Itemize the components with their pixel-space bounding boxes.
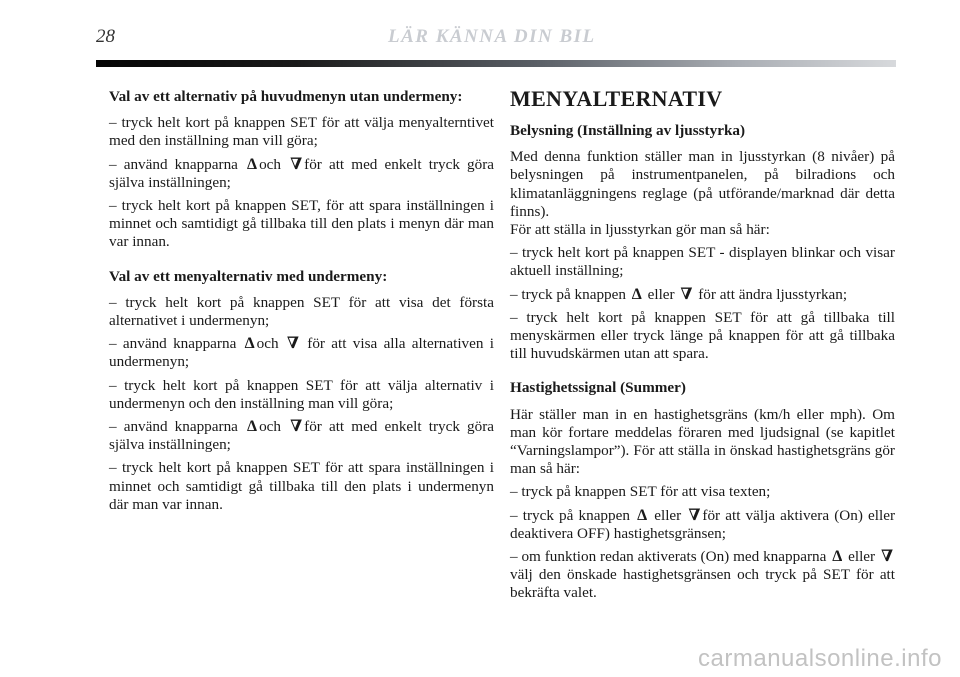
left-column [109, 88, 494, 519]
right-column [510, 86, 895, 608]
down-triangle-icon: ∇ [688, 506, 701, 524]
down-triangle-icon: ∇ [286, 335, 299, 353]
section-heading-no-submenu: Val av ett alternativ på huvudmenyn utan undermeny: [109, 88, 463, 105]
paragraph: – tryck på knappen SET för att visa texten; [510, 483, 771, 501]
paragraph: – använd knapparna Δ och ∇ för att visa alla alternativen i undermenyn; [109, 335, 495, 371]
paragraph: – använd knapparna Δ och ∇ för att med enkelt tryck göra själva inställningen; [109, 155, 495, 191]
down-triangle-icon: ∇ [680, 285, 693, 303]
paragraph: – tryck helt kort på knappen SET, för att spara inställningen i minnet och samtidigt gå tillbaka till den plats i menyn där man var innan. [109, 197, 494, 251]
up-triangle-icon: Δ [637, 506, 648, 524]
up-triangle-icon: Δ [832, 548, 843, 566]
up-triangle-icon: Δ [247, 418, 258, 436]
paragraph: – tryck helt kort på knappen SET för att gå tillbaka till menyskärmen eller tryck länge på knappen för att gå tillbaka till huvudskärmen utan att spara. [510, 308, 895, 363]
lighting-subheading: Belysning (Inställning av ljusstyrka) [510, 122, 746, 139]
paragraph: Med denna funktion ställer man in ljusstyrkan (8 nivåer) på belysningen på instrumentpanelen, på bilradions och klimatanläggningens reglage (på utförande/marknad där detta finns). [510, 148, 895, 220]
paragraph: – tryck helt kort på knappen SET för att visa det första alternativet i undermenyn; [109, 293, 494, 330]
up-triangle-icon: Δ [631, 285, 642, 303]
menu-alternatives-heading: MENYALTERNATIV [510, 86, 723, 111]
up-triangle-icon: Δ [247, 155, 258, 173]
paragraph: – tryck helt kort på knappen SET för att spara inställningen i minnet och samtidigt gå tillbaka till den plats i undermenyn där man var innan. [109, 459, 494, 513]
paragraph: – tryck helt kort på knappen SET för att välja alternativ i undermenyn och den inställning man vill göra; [109, 376, 494, 412]
watermark-text: carmanualsonline.info [698, 645, 942, 672]
section-heading-with-submenu: Val av ett menyalternativ med undermeny: [109, 267, 388, 285]
down-triangle-icon: ∇ [290, 418, 303, 436]
paragraph: För att ställa in ljusstyrkan gör man så här: [510, 221, 770, 239]
speed-signal-subheading: Hastighetssignal (Summer) [510, 379, 686, 397]
paragraph: – om funktion redan aktiverats (On) med knapparna Δ eller ∇ välj den önskade hastighetsgränsen och tryck på SET för att bekräfta valet. [510, 548, 895, 602]
header-rule [96, 60, 896, 67]
paragraph: – tryck på knappen Δ eller ∇ för att ändra ljusstyrkan; [510, 285, 848, 303]
paragraph: – tryck på knappen Δ eller ∇ för att välja aktivera (On) eller deaktivera OFF) hastighetsgränsen; [510, 506, 895, 542]
paragraph: – använd knapparna Δ och ∇ för att med enkelt tryck göra själva inställningen; [109, 418, 495, 454]
down-triangle-icon: ∇ [290, 155, 303, 173]
page-number: 28 [96, 26, 115, 47]
paragraph: – tryck helt kort på knappen SET - displayen blinkar och visar aktuell inställning; [510, 244, 895, 280]
up-triangle-icon: Δ [244, 335, 255, 353]
down-triangle-icon: ∇ [880, 548, 894, 566]
page-header-title: LÄR KÄNNA DIN BIL [388, 26, 596, 47]
paragraph: – tryck helt kort på knappen SET för att välja menyalterntivet med den inställning man vill göra; [109, 114, 494, 150]
paragraph: Här ställer man in en hastighetsgräns (km/h eller mph). Om man kör fortare meddelas föraren med ljudsignal (se kapitlet “Varningslampor”). För att ställa in önskad hastighetsgräns gör man så här: [510, 405, 895, 478]
